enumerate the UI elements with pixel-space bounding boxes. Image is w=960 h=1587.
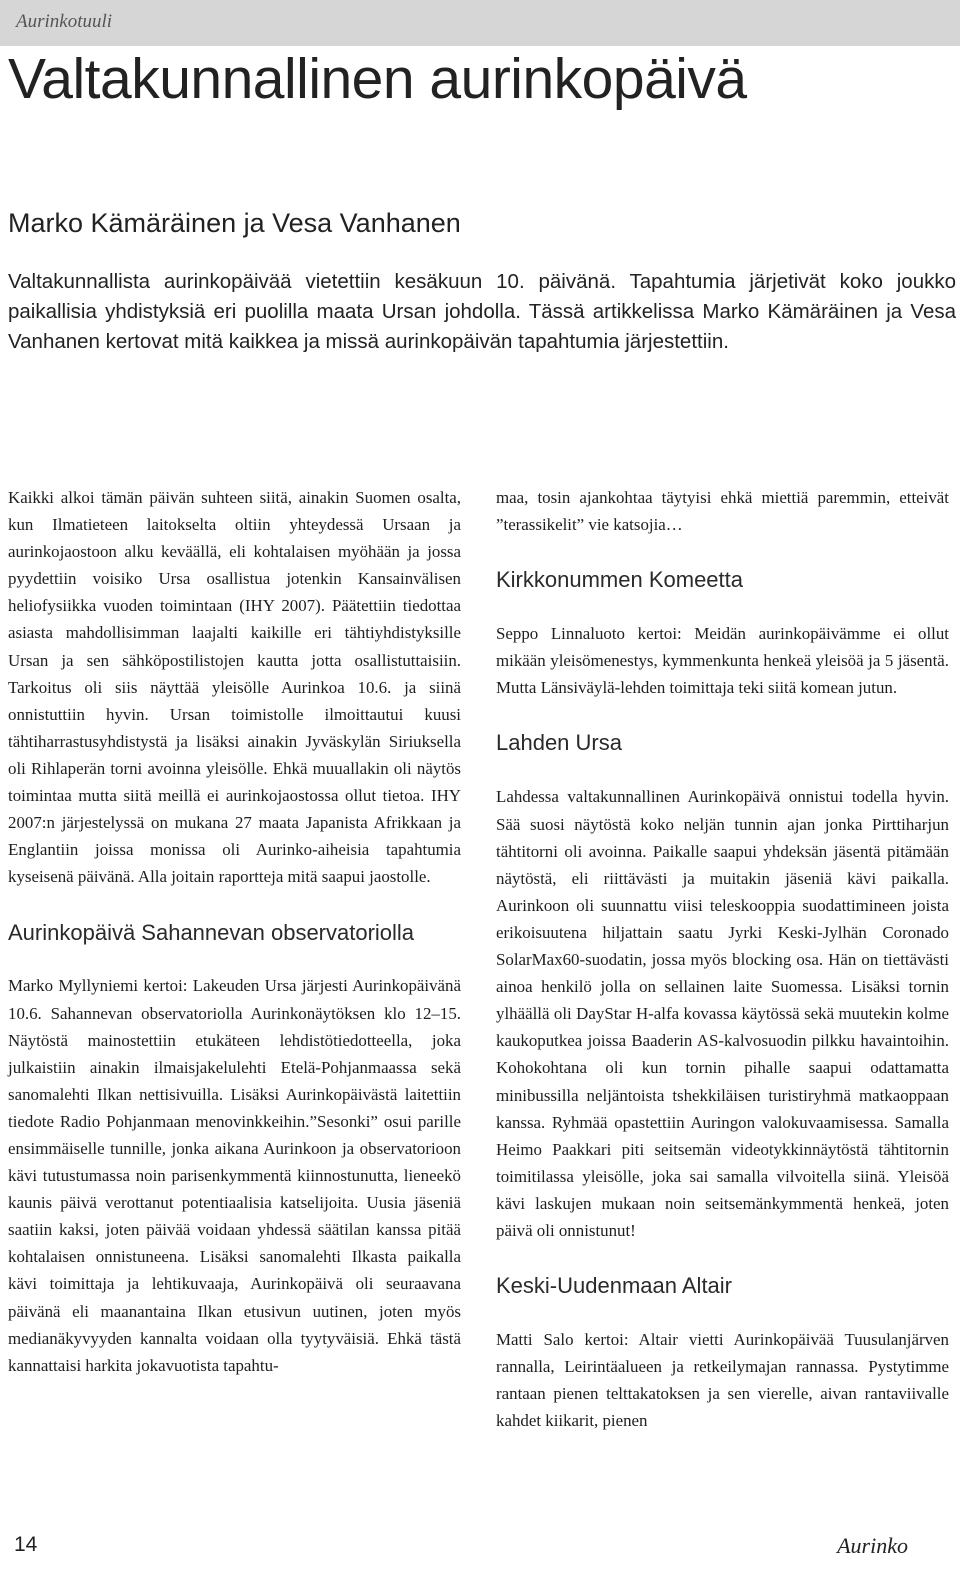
article-authors: Marko Kämäräinen ja Vesa Vanhanen xyxy=(8,208,461,238)
section-text-sahanneva: Marko Myllyniemi kertoi: Lakeuden Ursa järjesti Aurinkopäivänä 10.6. Sahannevan observatoriolla Aurinkonäytöksen klo 12–15. Näytöstä mainostettiin etukäteen lehdistötiedotteella, joka julkaistiin ainakin ilmaisjakelulehti Etelä-Pohjanmaassa sekä sanomalehti Ilkan nettisivuilla. Lisäksi Aurinkopäivästä laitettiin tiedote Radio Pohjanmaan menovinkkeihin.”Sesonki” osui parille ensimmäiselle tunnille, jonka aikana Aurinkoon ja observatorioon kävi tutustumassa noin parisenkymmentä kiinnostunutta, lieneekö kaunis päivä verottanut potentiaalisia katselijoita. Uusia jäseniä saatiin kaksi, joten päivää voidaan yhdessä säätilan kanssa pitää kohtalaisen onnistuneena. Lisäksi sanomalehti Ilkasta paikalla kävi toimittaja ja lehtikuvaaja, Aurinkopäivä oli seuraavana päivänä eli maanantaina Ilkan etusivun uutinen, joten myös medianäkyvyyden kannalta voidaan olla tyytyväisiä. Ehkä tästä kannattaisi harkita jokavuotista tapahtu- xyxy=(8,976,461,1375)
section-text-altair: Matti Salo kertoi: Altair vietti Aurinkopäivää Tuusulanjärven rannalla, Leirintäalueen ja retkeilymajan rannassa. Pystytimme rantaan pienen telttakatoksen ja sen vierelle, aivan rantaviivalle kahdet kiikarit, pienen xyxy=(496,1330,949,1431)
left-column xyxy=(8,484,461,1379)
page-number: 14 xyxy=(14,1533,38,1556)
section-heading-lahti: Lahden Ursa xyxy=(496,730,622,756)
section-text-lahti: Lahdessa valtakunnallinen Aurinkopäivä onnistui todella hyvin. Sää suosi näytöstä koko neljän tunnin ajan jonka Pirttiharjun tähtitorni oli avoinna. Paikalle saapui yhdeksän jäsentä pitämään näytöstä, eli riittävästi ja muitakin jäseniä kävi paikalla. Aurinkoon oli suunnattu viisi teleskooppia suodattimineen joista erikoisuutena hiljattain saatu Jyrki Keski-Jylhän Coronado SolarMax60-suodatin, jossa myös blocking osa. Hän on tiettävästi ainoa henkilö jolla on sellainen laite Suomessa. Lisäksi tornin ylhäällä oli DayStar H-alfa kovassa käytössä sekä muutekin kolme kaukoputkea joissa Baaderin AS-kalvosuodin pilkku havaintoihin. Kohokohtana oli kun tornin pihalle saapui odattamatta minibussilla neljäntoista tshekkiläisen turistiryhmä matkaoppaan kanssa. Ryhmää opastettiin Auringon valokuvaamisessa. Samalla Heimo Paakkari piti seitsemän videotykkinnäytöstä tähtitornin toimitilassa yleisölle, joka sai samalla vilvoitella siinä. Yleisöä kävi laskujen mukaan noin seitsemänkymmentä henkeä, joten päivä oli onnistunut! xyxy=(496,787,949,1240)
section-header-bar xyxy=(0,0,960,46)
section-text-kirkkonummi: Seppo Linnaluoto kertoi: Meidän aurinkopäivämme ei ollut mikään yleisömenestys, kymmenkunta henkeä yleisöä ja 5 jäsentä. Mutta Länsiväylä-lehden toimittaja teki siitä komean jutun. xyxy=(496,624,949,698)
footer-magazine-name: Aurinko xyxy=(837,1533,908,1558)
article-title: Valtakunnallinen aurinkopäivä xyxy=(8,47,747,111)
article-lead: Valtakunnallista aurinkopäivää vietettiin kesäkuun 10. päivänä. Tapahtumia järjetivät koko joukko paikallisia yhdistyksiä eri puolilla maata Ursan johdolla. Tässä artikkelissa Marko Kämäräinen ja Vesa Vanhanen kertovat mitä kaikkea ja missä aurinkopäivän tapahtumia järjestettiin. xyxy=(8,270,956,353)
intro-paragraph: Kaikki alkoi tämän päivän suhteen siitä, ainakin Suomen osalta, kun Ilmatieteen laitokselta oltiin yhteydessä Ursaan ja aurinkojaostoon alku keväällä, eli kohtalaisen myöhään ja jossa pyydettiin voisiko Ursa osallistua jotenkin Kansainvälisen heliofysiikka vuoden toimintaan (IHY 2007). Päätettiin tiedottaa asiasta mahdollisimman laajalti kaikille eri tähtiyhdistyksille Ursan ja sen sähköpostilistojen kautta jotta osallistuttaisiin. Tarkoitus oli siis näyttää yleisölle Aurinkoa 10.6. ja siinä onnistuttiin hyvin. Ursan toimistolle ilmoittautui kuusi tähtiharrastusyhdistystä ja lisäksi ainakin Jyväskylän Siriuksella oli Rihlaperän torni avoinna yleisölle. Ehkä muuallakin oli näytös toimintaa mutta siitä meillä ei aurinkojaostossa ollut tietoa. IHY 2007:n järjestelyssä on mukana 27 maata Japanista Afrikkaan ja Englantiin joissa monissa oli Aurinko-aiheisia tapahtumia kyseisenä päivänä. Alla joitain raportteja mitä saapui jaostolle. xyxy=(8,488,461,887)
right-column xyxy=(496,484,949,1462)
section-heading-sahanneva: Aurinkopäivä Sahannevan observatoriolla xyxy=(8,920,415,946)
section-heading-kirkkonummi: Kirkkonummen Komeetta xyxy=(496,567,743,593)
section-text-sahanneva-continued: maa, tosin ajankohtaa täytyisi ehkä miettiä paremmin, etteivät ”terassikelit” vie katsojia… xyxy=(496,488,949,535)
section-heading-altair: Keski-Uudenmaan Altair xyxy=(496,1273,733,1299)
section-label: Aurinkotuuli xyxy=(16,11,113,32)
